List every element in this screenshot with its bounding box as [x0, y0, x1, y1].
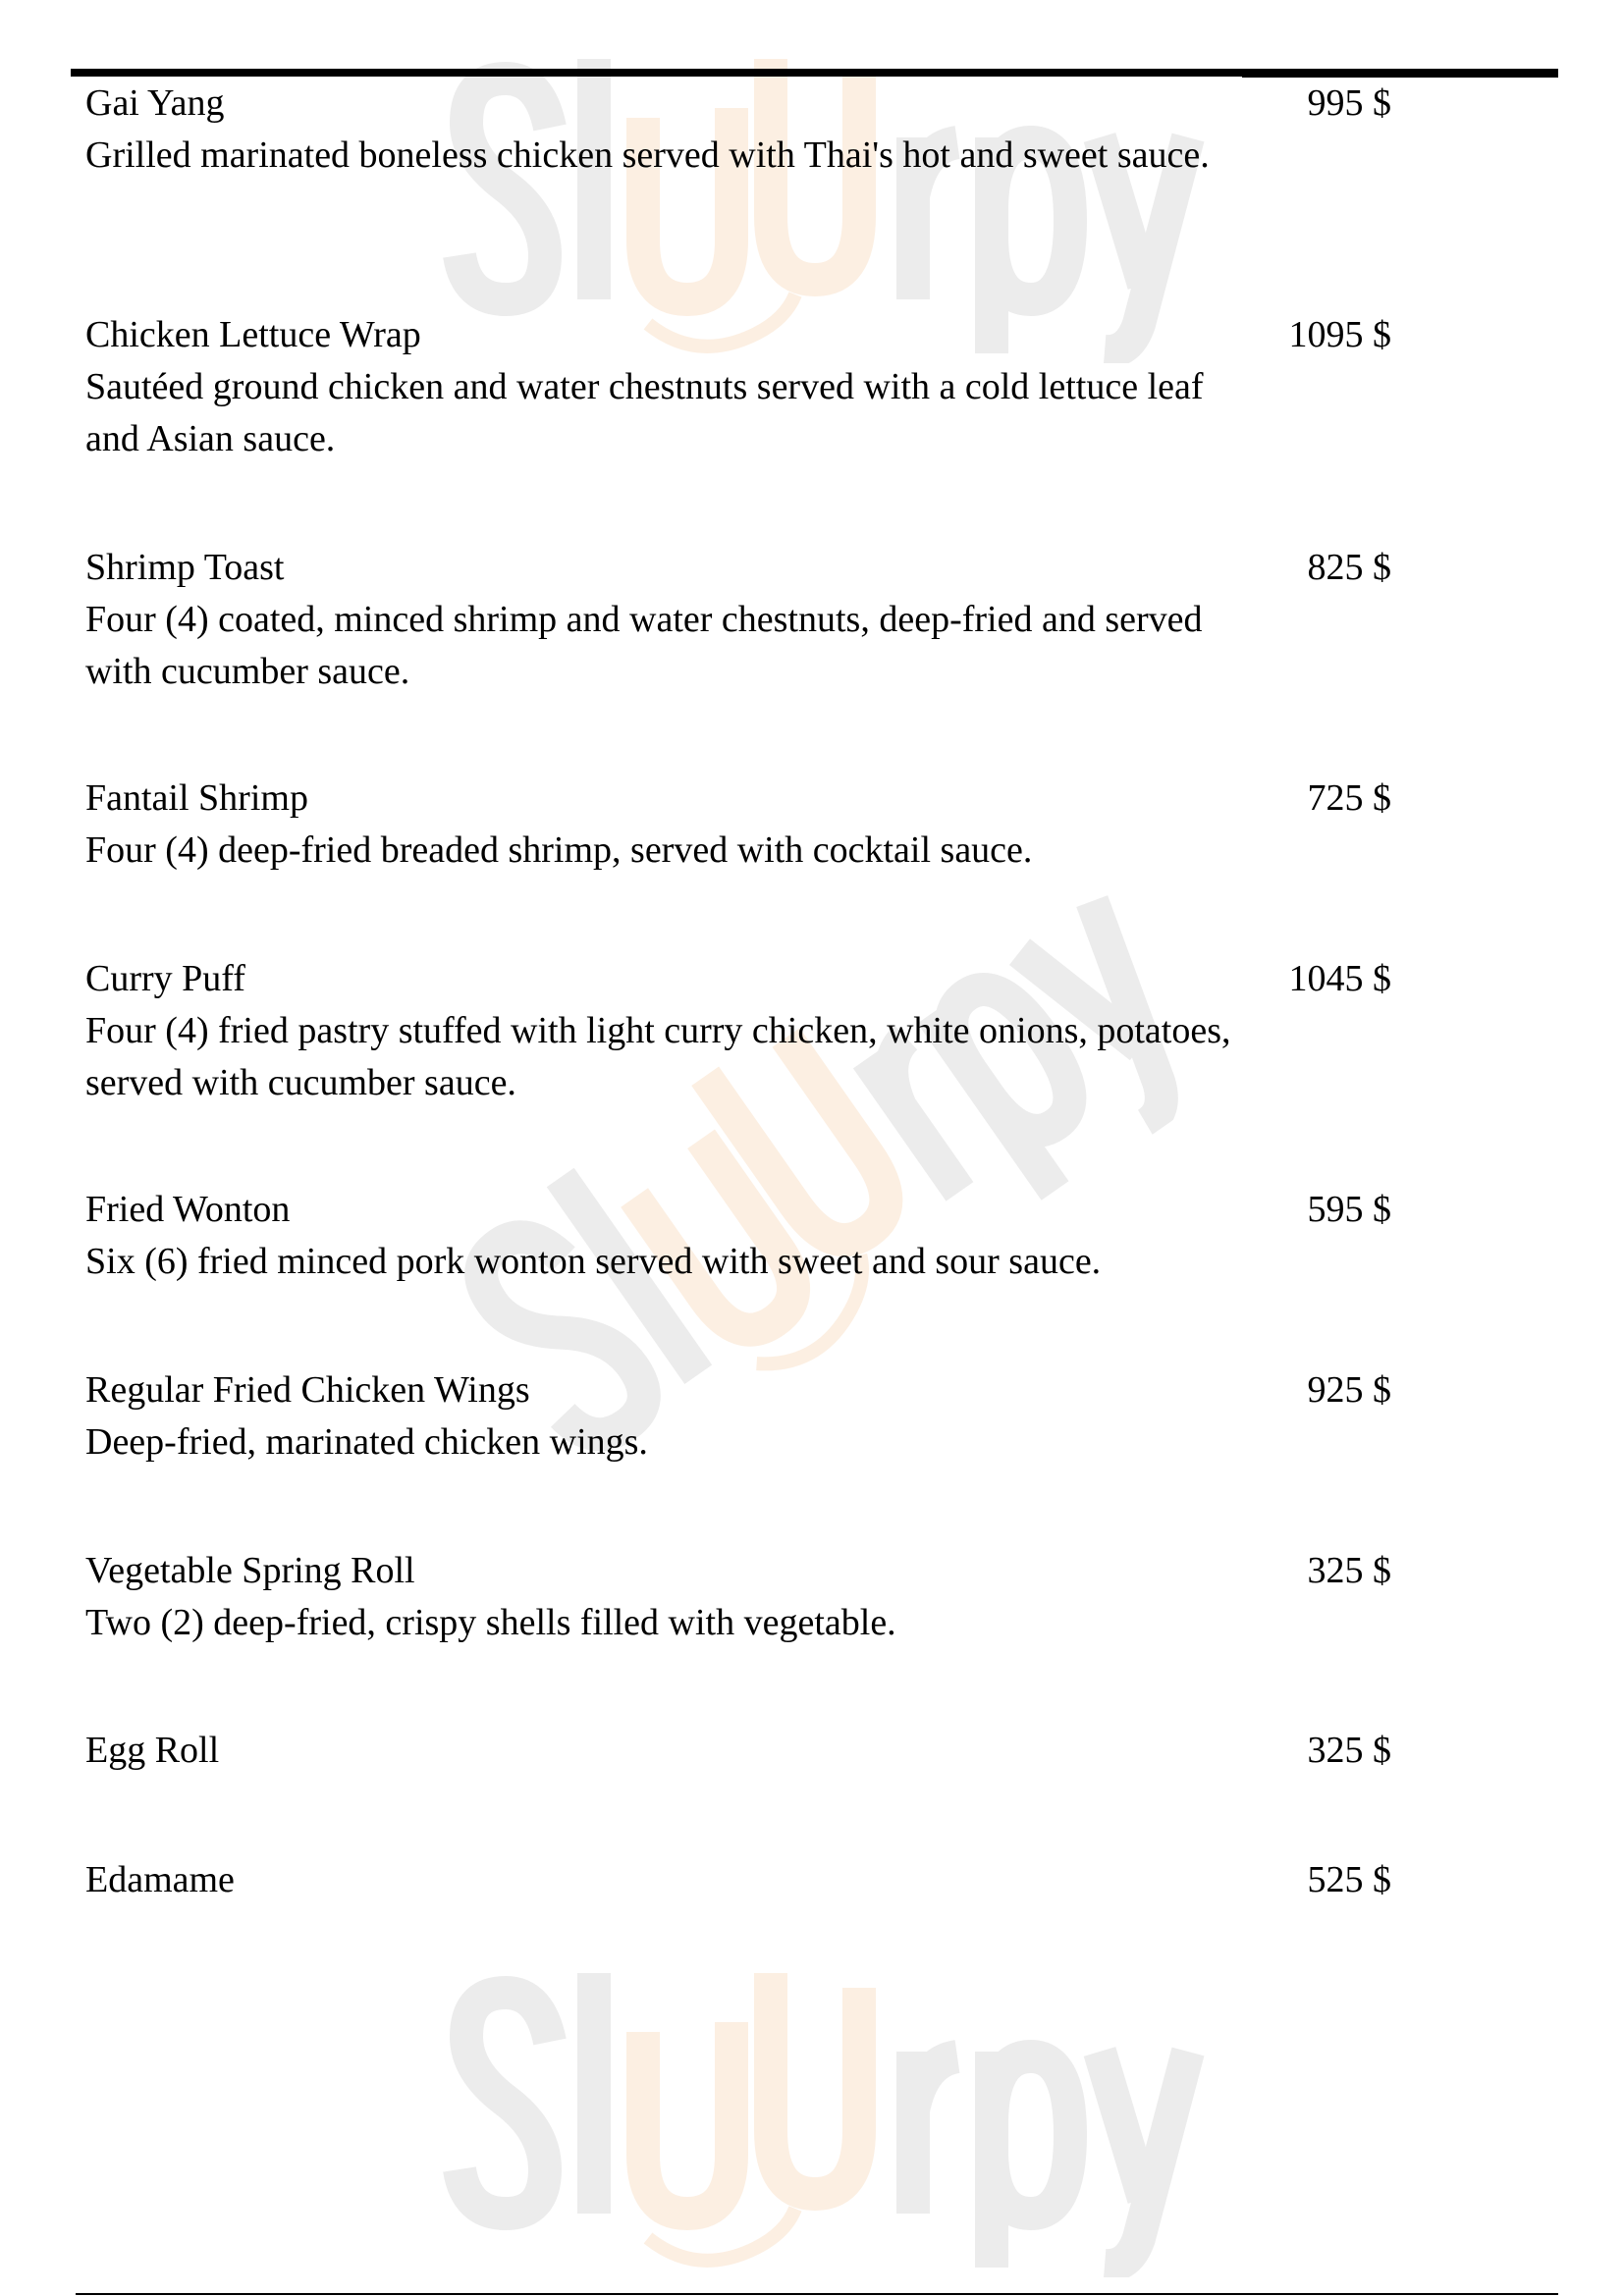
item-name: Chicken Lettuce Wrap — [85, 314, 421, 355]
item-name: Vegetable Spring Roll — [85, 1550, 415, 1591]
item-description: Four (4) deep-fried breaded shrimp, served with cocktail sauce. — [85, 829, 1033, 871]
item-description: Deep-fried, marinated chicken wings. — [85, 1421, 648, 1463]
item-price: 725 $ — [1307, 777, 1391, 819]
watermark-logo — [403, 1953, 1208, 2277]
item-name: Fried Wonton — [85, 1189, 291, 1230]
menu-item — [85, 953, 1391, 1109]
item-description: Sautéed ground chicken and water chestnuts served with a cold lettuce leaf and Asian sauce. — [85, 366, 1204, 459]
item-name: Edamame — [85, 1859, 235, 1900]
item-name: Curry Puff — [85, 958, 245, 999]
item-price: 1045 $ — [1288, 958, 1391, 999]
menu-item — [85, 542, 1391, 698]
item-name: Egg Roll — [85, 1730, 220, 1771]
item-description: Four (4) fried pastry stuffed with light curry chicken, white onions, potatoes, served with cucumber sauce. — [85, 1010, 1231, 1103]
menu-item — [85, 1854, 1391, 1906]
item-price: 325 $ — [1307, 1550, 1391, 1591]
item-price: 825 $ — [1307, 547, 1391, 588]
item-description: Two (2) deep-fried, crispy shells filled with vegetable. — [85, 1602, 896, 1643]
menu-item — [85, 773, 1391, 877]
item-description: Grilled marinated boneless chicken served with Thai's hot and sweet sauce. — [85, 134, 1210, 176]
menu-item — [85, 1364, 1391, 1468]
item-description: Six (6) fried minced pork wonton served with sweet and sour sauce. — [85, 1241, 1102, 1282]
item-price: 325 $ — [1307, 1730, 1391, 1771]
item-price: 525 $ — [1307, 1859, 1391, 1900]
bottom-rule — [76, 2293, 1558, 2295]
top-rule-right — [1242, 69, 1558, 78]
item-name: Shrimp Toast — [85, 547, 285, 588]
item-description: Four (4) coated, minced shrimp and water chestnuts, deep-fried and served with cucumber sauce. — [85, 599, 1203, 692]
item-name: Fantail Shrimp — [85, 777, 308, 819]
menu-item — [85, 1725, 1391, 1777]
item-price: 595 $ — [1307, 1189, 1391, 1230]
menu-item — [85, 1184, 1391, 1288]
menu-item — [85, 1545, 1391, 1649]
item-name: Regular Fried Chicken Wings — [85, 1369, 530, 1411]
item-price: 1095 $ — [1288, 314, 1391, 355]
menu-item — [85, 78, 1391, 182]
item-price: 995 $ — [1307, 82, 1391, 124]
menu-item — [85, 309, 1391, 465]
item-price: 925 $ — [1307, 1369, 1391, 1411]
item-name: Gai Yang — [85, 82, 225, 124]
